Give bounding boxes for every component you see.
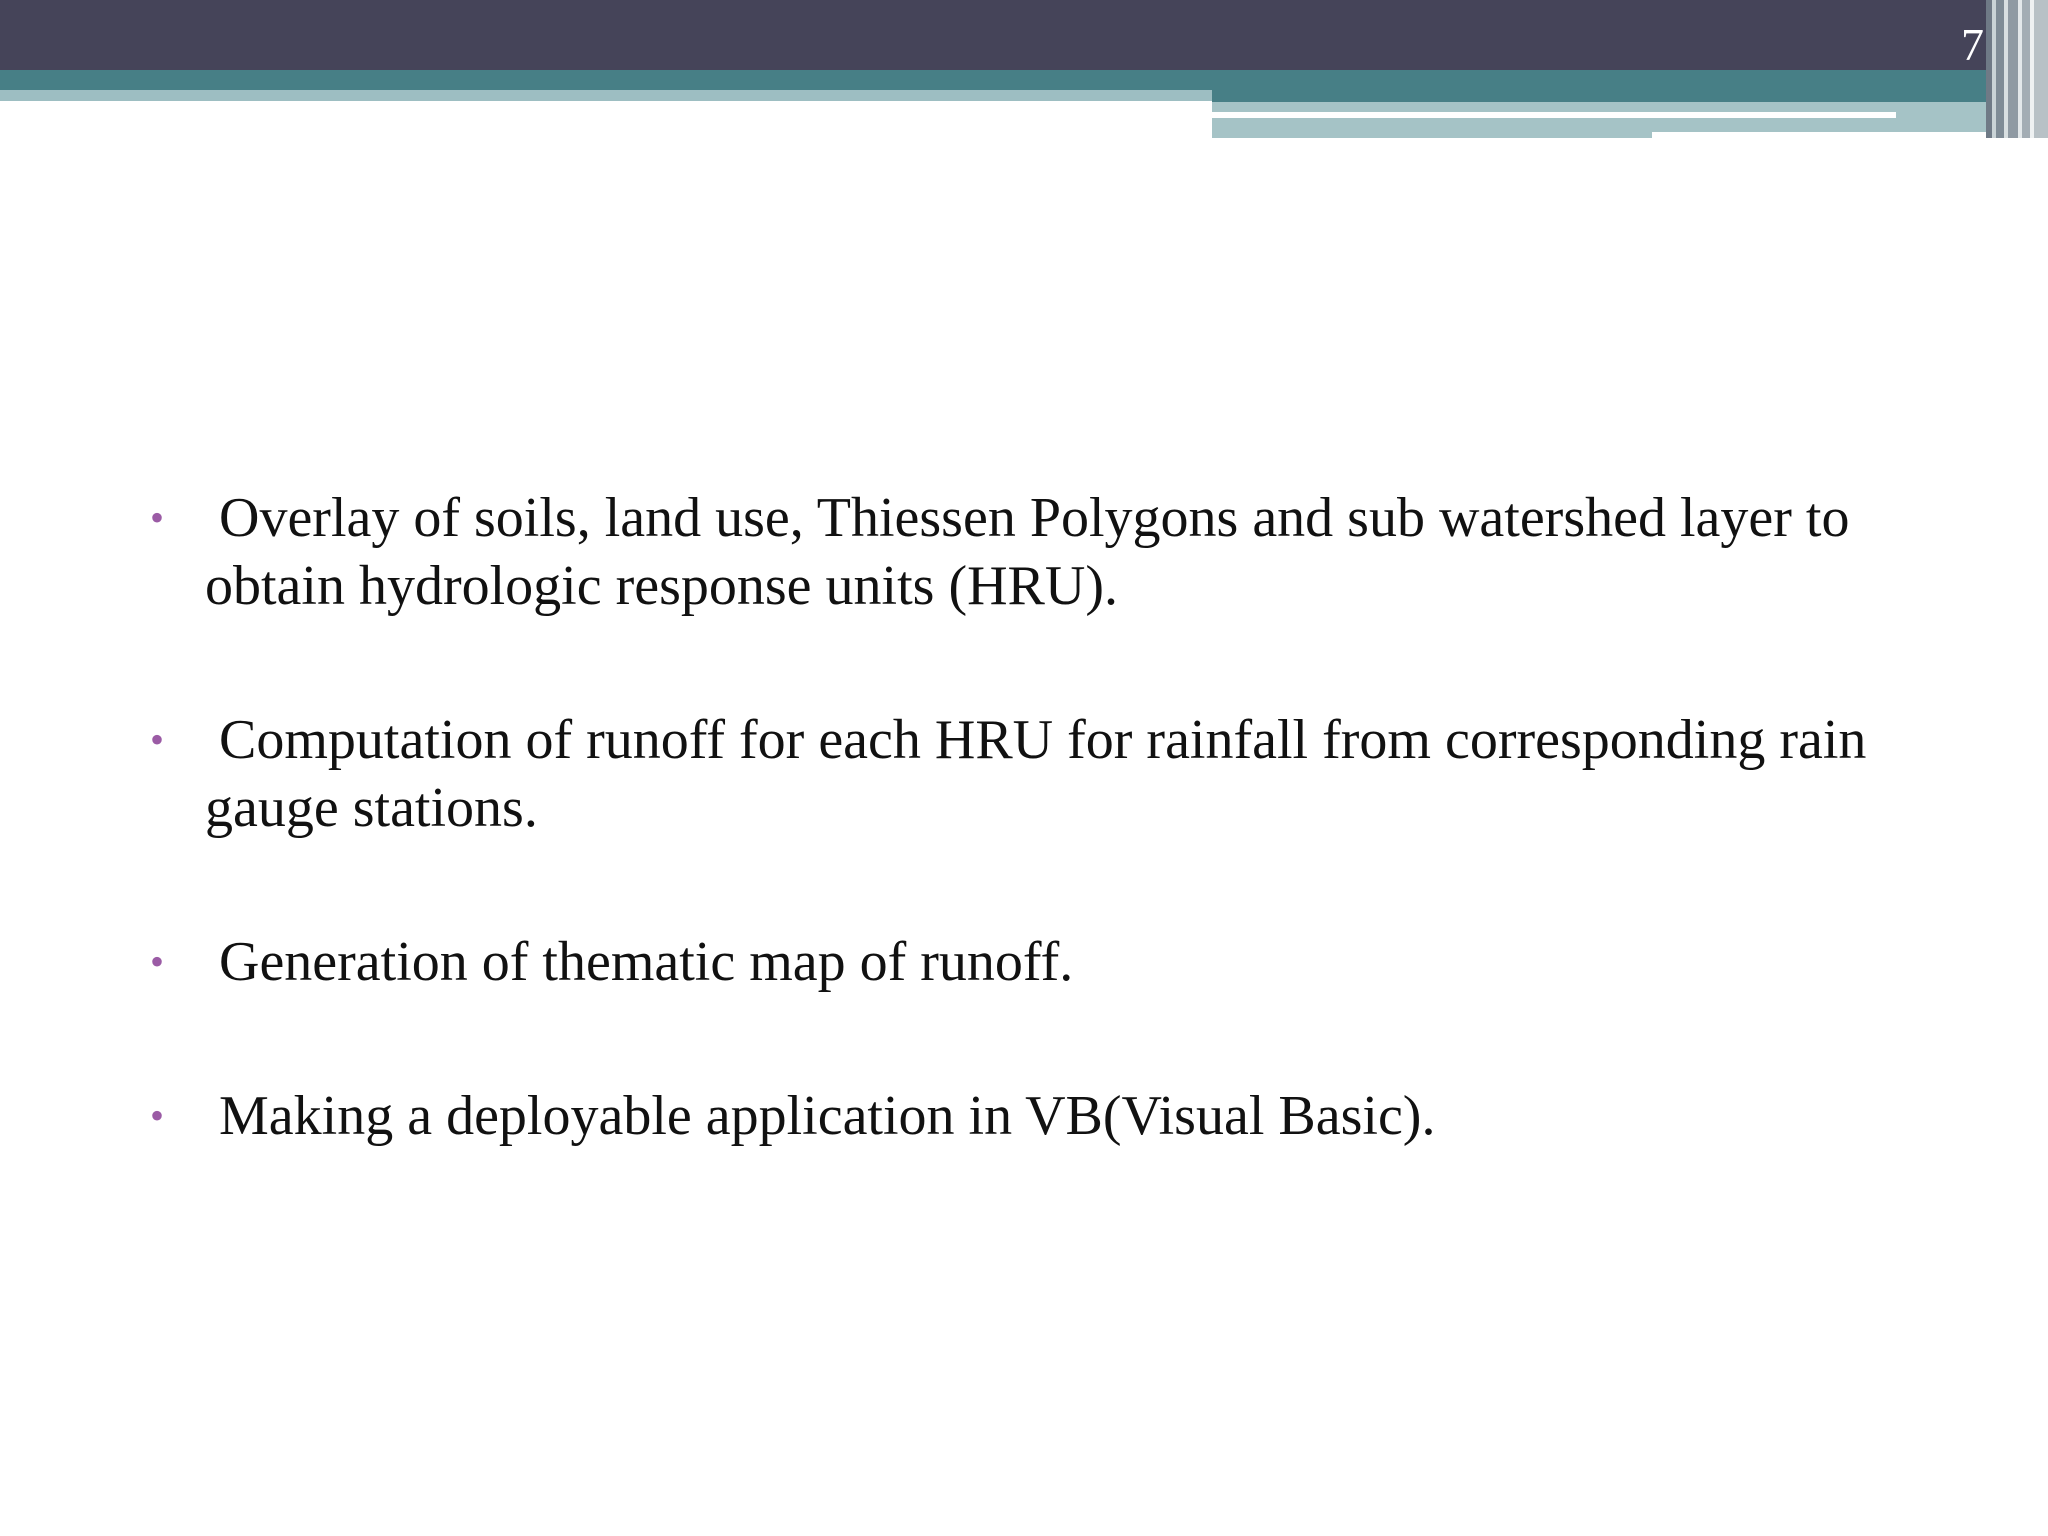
header-bar-light-left bbox=[0, 90, 1212, 101]
header-bar-light-right-lower-end bbox=[1652, 118, 2008, 132]
list-item bbox=[150, 1082, 1900, 1150]
list-item bbox=[150, 928, 1900, 996]
header-bar-light-right bbox=[1212, 102, 1896, 112]
bullet-icon: • bbox=[150, 939, 165, 984]
bullet-icon: • bbox=[150, 495, 165, 540]
bullet-text: Computation of runoff for each HRU for rainfall from corresponding rain gauge stations. bbox=[205, 709, 1867, 839]
bullet-icon: • bbox=[150, 717, 165, 762]
slide-number: 7 bbox=[1961, 19, 1984, 70]
header-bar-light-right-lower bbox=[1212, 118, 1652, 138]
bullet-list bbox=[150, 484, 1900, 1150]
bullet-icon: • bbox=[150, 1093, 165, 1138]
bullet-text: Overlay of soils, land use, Thiessen Polygons and sub watershed layer to obtain hydrologic response units (HRU). bbox=[205, 487, 1850, 617]
header-bar-dark bbox=[0, 0, 2048, 70]
header-vertical-stripes bbox=[1986, 0, 2048, 138]
header-bar-teal-right bbox=[1212, 70, 2008, 102]
bullet-text: Making a deployable application in VB(Visual Basic). bbox=[219, 1085, 1436, 1147]
bullet-text: Generation of thematic map of runoff. bbox=[219, 931, 1074, 993]
header-bar-teal-left bbox=[0, 70, 1212, 90]
list-item bbox=[150, 706, 1900, 842]
list-item bbox=[150, 484, 1900, 620]
